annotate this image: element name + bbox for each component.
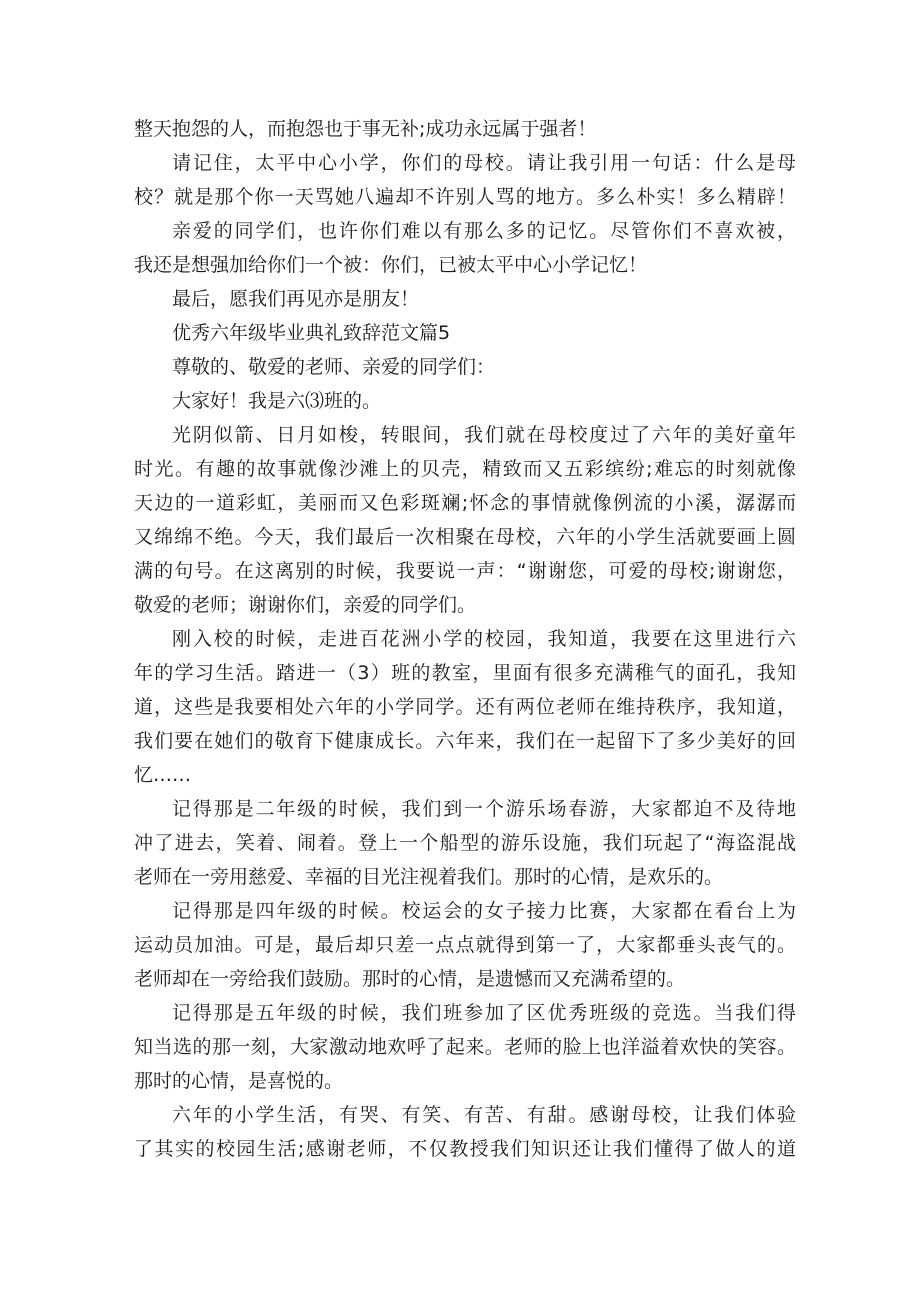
text-line: 光阴似箭、日月如梭，转眼间，我们就在母校度过了六年的美好童年	[172, 424, 796, 446]
text-line: 年的学习生活。踏进一（3）班的教室，里面有很多充满稚气的面孔，我知	[134, 662, 796, 684]
text-line: 亲爱的同学们，也许你们难以有那么多的记忆。尽管你们不喜欢被，	[172, 220, 796, 242]
text-line: 记得那是四年级的时候。校运会的女子接力比赛，大家都在看台上为	[172, 900, 796, 922]
text-line: 时光。有趣的故事就像沙滩上的贝壳，精致而又五彩缤纷;难忘的时刻就像	[134, 458, 796, 480]
text-line: 最后，愿我们再见亦是朋友！	[172, 288, 420, 310]
greeting: 大家好！我是六⑶班的。	[172, 390, 382, 412]
text-line: 校？就是那个你一天骂她八遍却不许别人骂的地方。多么朴实！多么精辟！	[134, 186, 796, 208]
text-line: 整天抱怨的人，而抱怨也于事无补;成功永远属于强者！	[134, 118, 597, 140]
text-line: 我还是想强加给你们一个被：你们，已被太平中心小学记忆！	[134, 254, 648, 276]
text-line: 六年的小学生活，有哭、有笑、有苦、有甜。感谢母校，让我们体验	[172, 1104, 796, 1126]
text-line: 满的句号。在这离别的时候，我要说一声：“谢谢您，可爱的母校;谢谢您，	[134, 560, 796, 582]
text-line: 请记住，太平中心小学，你们的母校。请让我引用一句话：什么是母	[172, 152, 796, 174]
text-line: 记得那是五年级的时候，我们班参加了区优秀班级的竞选。当我们得	[172, 1002, 796, 1024]
text-line: 道，这些是我要相处六年的小学同学。还有两位老师在维持秩序，我知道，	[134, 696, 796, 718]
text-line: 那时的心情，是喜悦的。	[134, 1070, 344, 1092]
text-line: 刚入校的时候，走进百花洲小学的校园，我知道，我要在这里进行六	[172, 628, 796, 650]
text-line: 天边的一道彩虹，美丽而又色彩斑斓;怀念的事情就像例流的小溪，潺潺而	[134, 492, 796, 514]
salutation: 尊敬的、敬爱的老师、亲爱的同学们：	[172, 356, 496, 378]
text-line: 记得那是二年级的时候，我们到一个游乐场春游，大家都迫不及待地	[172, 798, 796, 820]
body-text	[134, 112, 796, 1166]
text-line: 运动员加油。可是，最后却只差一点点就得到第一了，大家都垂头丧气的。	[134, 934, 796, 956]
text-line: 老师却在一旁给我们鼓励。那时的心情，是遗憾而又充满希望的。	[134, 968, 686, 990]
text-line: 知当选的那一刻，大家激动地欢呼了起来。老师的脸上也洋溢着欢快的笑容。	[134, 1036, 796, 1058]
text-line: 了其实的校园生活;感谢老师，不仅教授我们知识还让我们懂得了做人的道	[134, 1138, 796, 1160]
text-line: 又绵绵不绝。今天，我们最后一次相聚在母校，六年的小学生活就要画上圆	[134, 526, 796, 548]
text-line: 敬爱的老师；谢谢你们，亲爱的同学们。	[134, 594, 477, 616]
text-line: 冲了进去，笑着、闹着。登上一个船型的游乐设施，我们玩起了“海盗混战	[134, 832, 796, 854]
text-line: 忆……	[134, 764, 192, 786]
text-line: 老师在一旁用慈爱、幸福的目光注视着我们。那时的心情，是欢乐的。	[134, 866, 724, 888]
text-line: 我们要在她们的敬育下健康成长。六年来，我们在一起留下了多少美好的回	[134, 730, 796, 752]
section-title: 优秀六年级毕业典礼致辞范文篇5	[172, 322, 451, 344]
